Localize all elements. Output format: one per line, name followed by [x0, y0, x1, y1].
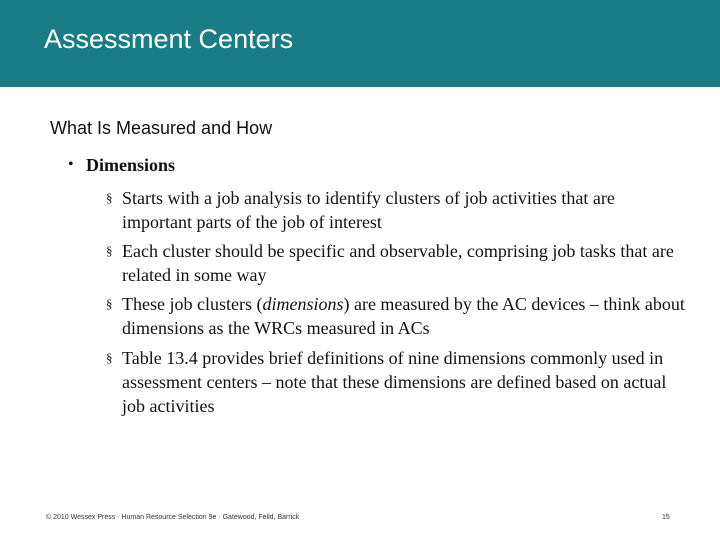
- page-number: 15: [662, 514, 670, 521]
- bullet-icon: •: [68, 156, 74, 173]
- sub-bullet-table: [106, 346, 686, 418]
- dimensions-term: dimensions: [262, 294, 344, 314]
- section-marker-icon: §: [106, 243, 113, 258]
- slide-title: Assessment Centers: [44, 24, 294, 54]
- bullet-label: Dimensions: [86, 155, 176, 175]
- sub-bullet-text: Each cluster should be specific and observable, comprising job tasks that are related in some way: [122, 241, 674, 285]
- footer-copyright: © 2010 Wessex Press · Human Resource Selection 9e · Gatewood, Feild, Barrick: [46, 514, 300, 521]
- title-bar: [0, 0, 720, 87]
- bullet-dimensions: [68, 155, 175, 176]
- text-after: ) are measured by the AC devices – think about dimensions as the WRCs measured in ACs: [122, 294, 685, 338]
- sub-bullet-text: Table 13.4 provides brief definitions of nine dimensions commonly used in assessment centers – note that these dimensions are defined based on actual job activities: [122, 348, 667, 416]
- section-marker-icon: §: [106, 350, 113, 365]
- sub-bullet-text: [106, 292, 686, 340]
- text-before: These job clusters (: [122, 294, 263, 314]
- section-marker-icon: §: [106, 190, 113, 205]
- sub-bullet-text: Starts with a job analysis to identify clusters of job activities that are important parts of the job of interest: [122, 188, 615, 232]
- slide-subtitle: What Is Measured and How: [50, 118, 273, 138]
- sub-bullet-job-clusters: [106, 292, 686, 340]
- sub-bullet-cluster: [106, 239, 686, 287]
- sub-bullet-job-analysis: [106, 186, 686, 234]
- section-marker-icon: §: [106, 296, 113, 311]
